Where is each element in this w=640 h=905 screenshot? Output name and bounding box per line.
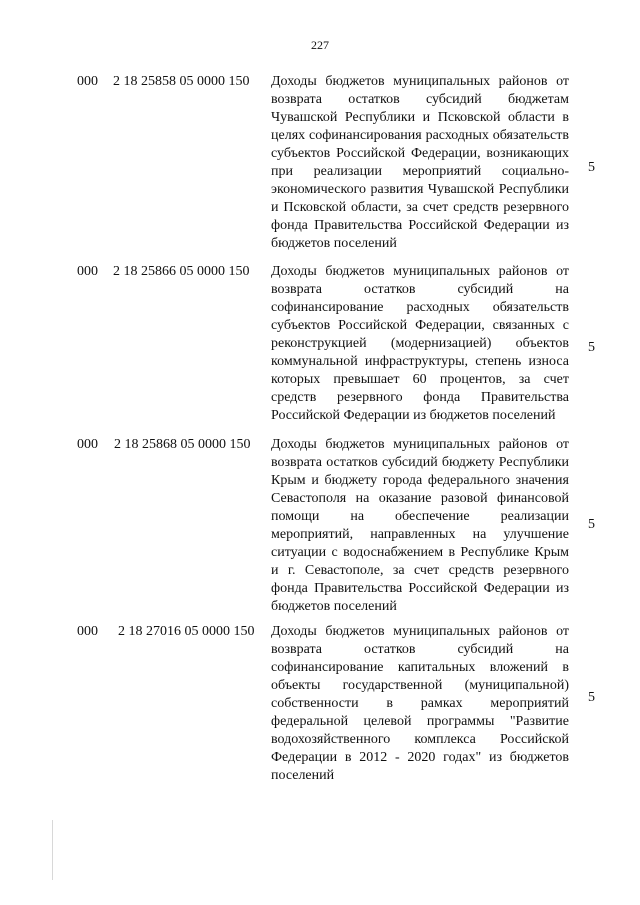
allocation-norm: 5 <box>588 517 595 532</box>
allocation-norm: 5 <box>588 690 595 705</box>
table-row <box>0 73 640 263</box>
allocation-norm: 5 <box>588 160 595 175</box>
admin-code: 000 <box>77 264 98 279</box>
table-row <box>0 263 640 435</box>
income-description: Доходы бюджетов муниципальных районов от возврата остатков субсидий бюджету Республики Крым и бюджету города федерального значения Севастополя на оказание разовой финансовой помощи на обеспечение реализации мероприятий, направленных на улучшение ситуации с водоснабжением в Республике Крым и г. Севастополе, за счет средств резервного фонда Правительства Российской Федерации из бюджетов поселений <box>271 437 569 614</box>
admin-code: 000 <box>77 624 98 639</box>
admin-code: 000 <box>77 437 98 452</box>
income-description: Доходы бюджетов муниципальных районов от возврата остатков субсидий бюджетам Чувашской Республики и Псковской области в целях софинансирования расходных обязательств субъектов Российской Федерации, возникающих при реализации мероприятий социально-экономического развития Чувашской Республики и Псковской области, за счет средств резервного фонда Правительства Российской Федерации из бюджетов поселений <box>271 74 569 251</box>
allocation-norm: 5 <box>588 340 595 355</box>
page-number: 227 <box>311 38 329 52</box>
scan-artifact <box>52 820 53 880</box>
budget-classification-code: 2 18 25866 05 0000 150 <box>113 264 250 279</box>
budget-classification-code: 2 18 25868 05 0000 150 <box>114 437 251 452</box>
admin-code: 000 <box>77 74 98 89</box>
table-row <box>0 436 640 621</box>
budget-classification-code: 2 18 25858 05 0000 150 <box>113 74 250 89</box>
budget-classification-code: 2 18 27016 05 0000 150 <box>118 624 255 639</box>
table-row <box>0 623 640 783</box>
income-description: Доходы бюджетов муниципальных районов от возврата остатков субсидий на софинансирование капитальных вложений в объекты государственной (муниципальной) собственности в рамках мероприятий федеральной целевой программы "Развитие водохозяйственного комплекса Российской Федерации в 2012 - 2020 годах" из бюджетов поселений <box>271 624 569 783</box>
income-description: Доходы бюджетов муниципальных районов от возврата остатков субсидий на софинансирование расходных обязательств субъектов Российской Федерации, связанных с реконструкцией (модернизацией) объектов коммунальной инфраструктуры, степень износа которых превышает 60 процентов, за счет средств резервного фонда Правительства Российской Федерации из бюджетов поселений <box>271 264 569 423</box>
